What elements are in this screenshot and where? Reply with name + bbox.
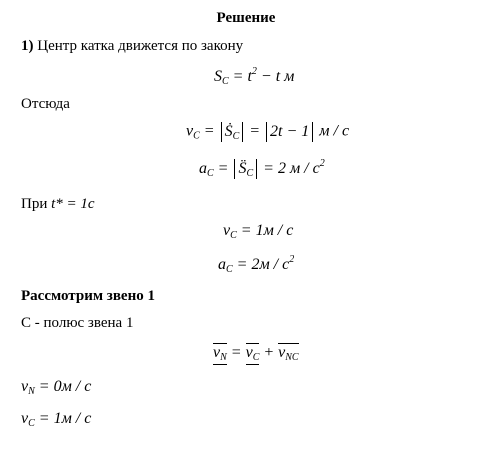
pri-line: [21, 196, 95, 213]
eq-ac-eq2: = 2: [263, 160, 286, 177]
equation-ac2: [218, 254, 294, 275]
equation-sc: [214, 66, 294, 87]
equation-ac: [199, 158, 325, 179]
pole-text: С - полюс звена 1: [21, 315, 134, 331]
solution-title: Решение: [216, 10, 276, 26]
eq-vc-eq1: =: [203, 122, 215, 140]
eq-ac-lhs: a: [199, 160, 207, 177]
eq-ac-unit: м / с: [289, 160, 320, 177]
eq-ac-exp: 2: [319, 158, 325, 169]
step-text: Центр катка движется по закону: [37, 38, 244, 54]
eq-vc-unit: м / с: [319, 122, 350, 140]
eq-ac2-rhs: = 2: [236, 256, 260, 273]
eq-vc3-lhs: v: [21, 410, 29, 427]
eq-vn-lhs: v: [21, 378, 29, 395]
eq-ac-eq1: =: [217, 160, 229, 177]
eq-vc2-rhs: = 1: [240, 222, 264, 239]
eq-sc-lhs: S: [214, 68, 222, 85]
eq-vc3-unit: м / с: [61, 410, 92, 427]
eq-vc3-sub: C: [28, 418, 35, 429]
eq-vc2-sub: C: [230, 230, 237, 241]
equation-vc: [186, 122, 349, 142]
step-1-line: [21, 38, 243, 55]
vec-eq-sign: =: [230, 344, 242, 361]
eq-vn-sub: N: [28, 386, 35, 397]
eq-vc-lhs: v: [186, 122, 194, 140]
step-number: 1): [21, 38, 34, 54]
eq-vc3-rhs: = 1: [38, 410, 62, 427]
eq-vn-rhs: = 0: [38, 378, 62, 395]
eq-ac-abs1: $S̈_C$: [234, 159, 257, 179]
eq-ac2-exp: 2: [289, 254, 295, 265]
vec-vc: $v_C$: [245, 344, 260, 363]
equation-vc2: [223, 222, 293, 241]
equation-vc3: [21, 410, 91, 429]
eq-sc-rest: − t м: [260, 68, 295, 85]
pri-var: t* = 1: [51, 196, 88, 212]
vec-vn: $v_N$: [213, 344, 227, 363]
eq-sc-exp: 2: [251, 66, 257, 77]
eq-vc2-lhs: v: [223, 222, 231, 239]
eq-vc-sub: C: [193, 130, 200, 142]
eq-vc-abs2: 2t − 1: [266, 122, 313, 142]
eq-vn-unit: м / с: [61, 378, 92, 395]
vector-equation: [213, 343, 299, 365]
zveno-heading: Рассмотрим звено 1: [21, 288, 155, 304]
pri-unit: с: [87, 196, 95, 212]
eq-ac-sub: C: [207, 168, 214, 179]
eq-vc-eq2: =: [249, 122, 261, 140]
eq-ac2-unit: м / с: [259, 256, 290, 273]
eq-ac2-lhs: a: [218, 256, 226, 273]
equation-vn: [21, 378, 91, 397]
otsyuda-text: Отсюда: [21, 96, 70, 112]
eq-sc-lhs-sub: C: [222, 76, 229, 87]
eq-ac2-sub: C: [226, 264, 233, 275]
eq-sc-rhs: = t: [232, 68, 252, 85]
vec-plus-sign: +: [263, 344, 275, 361]
eq-vc-abs1: Ṡ$_C$: [221, 122, 244, 142]
eq-vc2-unit: м / с: [263, 222, 294, 239]
pri-text: При: [21, 196, 48, 212]
vec-vnc: $v_{NC}$: [278, 344, 299, 363]
